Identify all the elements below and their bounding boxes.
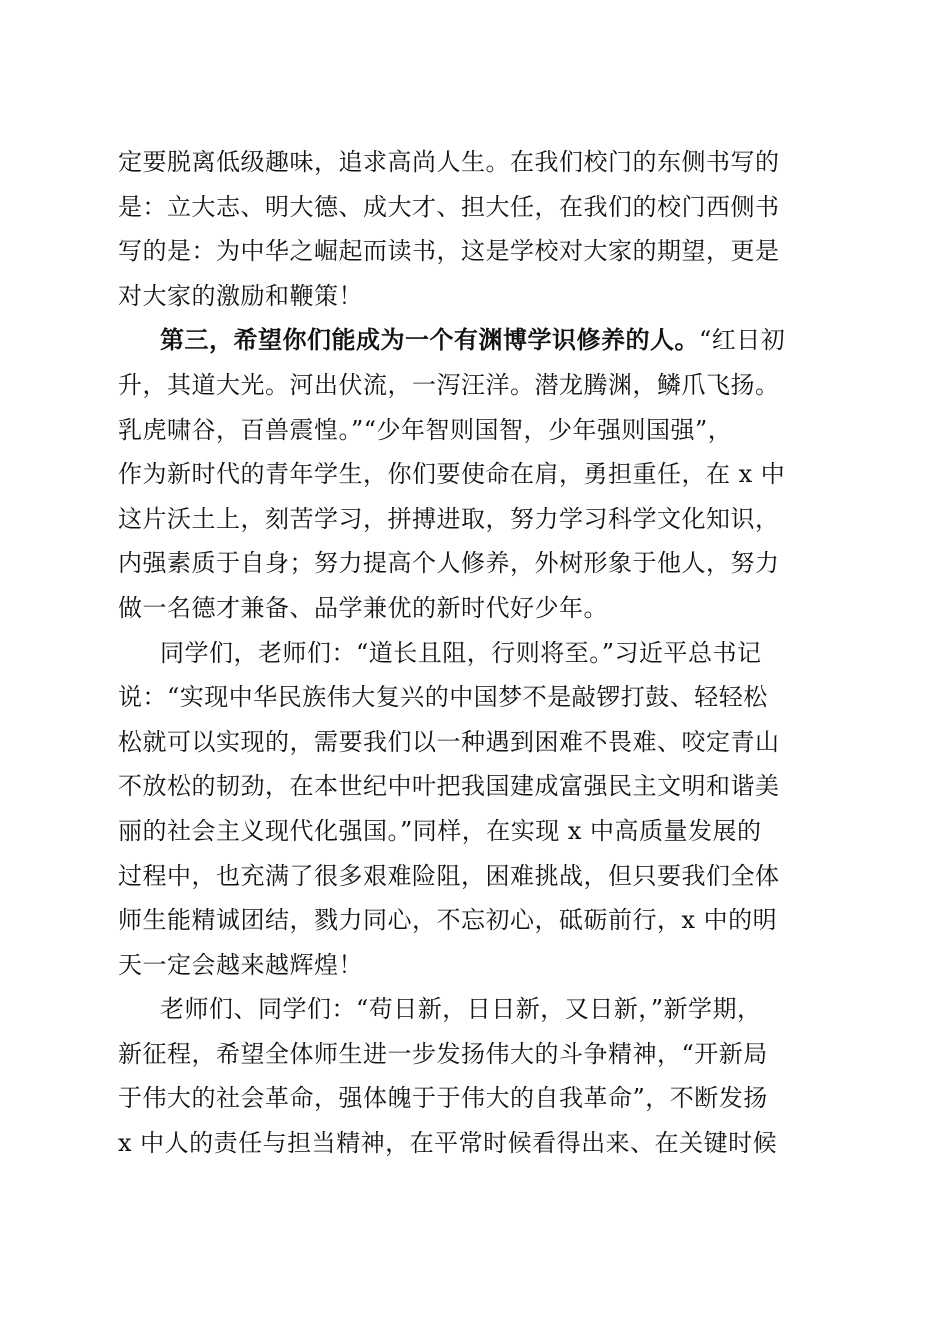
text-line: 定要脱离低级趣味，追求高尚人生。在我们校门的东侧书写的: [118, 148, 780, 176]
text-line: [118, 318, 828, 363]
text-line: 做一名德才兼备、品学兼优的新时代好少年。: [118, 593, 608, 622]
text-line: 是：立大志、明大德、成大才、担大任，在我们的校门西侧书: [118, 192, 780, 221]
text-line: 写的是：为中华之崛起而读书，这是学校对大家的期望，更是: [118, 237, 780, 266]
heading-quote-start: “红日初: [699, 326, 786, 355]
text-line: 老师们、同学们：“苟日新，日日新，又日新，”新学期，: [160, 995, 762, 1024]
text-line: 升，其道大光。河出伏流，一泻汪洋。潜龙腾渊，鳞爪飞扬。: [118, 370, 780, 399]
body-text: [118, 140, 828, 1166]
text-line: 松就可以实现的，需要我们以一种遇到困难不畏难、咬定青山: [118, 727, 780, 756]
text-line: 乳虎啸谷，百兽震惶。”“少年智则国智，少年强则国强”，: [118, 415, 733, 444]
text-line: 师生能精诚团结，戮力同心，不忘初心，砥砺前行，x 中的明: [118, 906, 778, 935]
text-line: 新征程，希望全体师生进一步发扬伟大的斗争精神，“开新局: [118, 1039, 768, 1068]
text-line: 对大家的激励和鞭策！: [118, 281, 363, 310]
text-line: 作为新时代的青年学生，你们要使命在肩，勇担重任，在 x 中: [118, 460, 786, 489]
text-line: 不放松的韧劲，在本世纪中叶把我国建成富强民主文明和谐美: [118, 772, 780, 801]
text-line: 天一定会越来越辉煌！: [118, 950, 363, 979]
text-line: 说：“实现中华民族伟大复兴的中国梦不是敲锣打鼓、轻轻松: [118, 683, 768, 712]
text-line: 这片沃土上，刻苦学习，拼搏进取，努力学习科学文化知识，: [118, 504, 780, 533]
text-line: 丽的社会主义现代化强国。”同样，在实现 x 中高质量发展的: [118, 816, 762, 845]
section-heading: 第三，希望你们能成为一个有渊博学识修养的人。: [160, 325, 699, 355]
text-line: 内强素质于自身；努力提高个人修养，外树形象于他人，努力: [118, 549, 780, 578]
text-line: 同学们，老师们：“道长且阻，行则将至。”习近平总书记: [160, 638, 762, 667]
text-line: x 中人的责任与担当精神，在平常时候看得出来、在关键时候: [118, 1129, 778, 1158]
text-line: 于伟大的社会革命，强体魄于于伟大的自我革命”，不断发扬: [118, 1084, 768, 1113]
text-line: 过程中，也充满了很多艰难险阻，困难挑战，但只要我们全体: [118, 861, 780, 890]
